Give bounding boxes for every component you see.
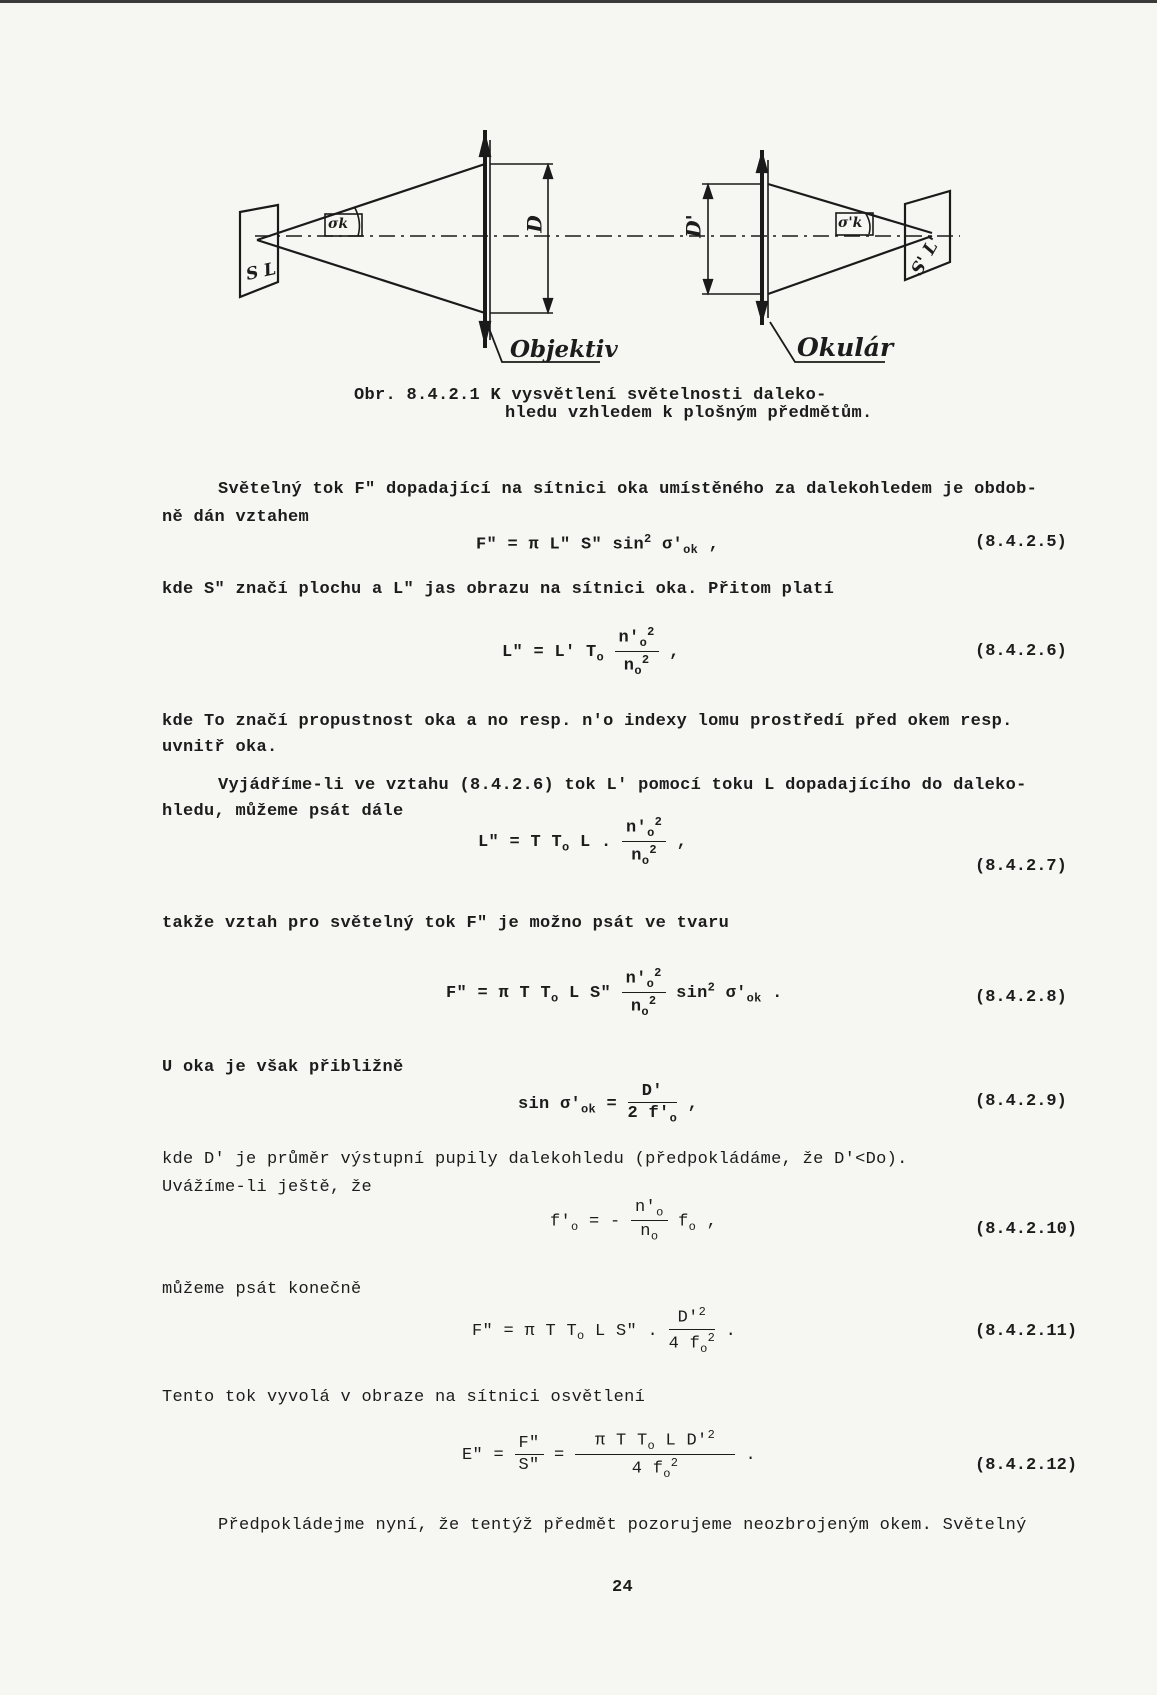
equation-8-4-2-9: $\sin \sigma'_{ok}$ = $\frac{D'}{2 f'_o}$ , [518, 1082, 699, 1126]
eq-number-7: (8.4.2.7) [975, 857, 1067, 876]
equation-8-4-2-8: F" = π T $T_o$ L S" $\frac{n'_o^2}{n_o^2}$ $\sin^2 \sigma'_{ok}$ . [446, 966, 783, 1020]
page-number: 24 [612, 1578, 634, 1597]
label-okular: Okulár [797, 333, 894, 362]
equation-8-4-2-7: L" = T $T_o$ L . $\frac{n'_o^2}{n_o^2}$ , [478, 815, 688, 869]
paragraph-4-line-1: Vyjádříme-li ve vztahu (8.4.2.6) tok L' pomocí toku L dopadajícího do daleko- [218, 776, 1027, 795]
eq-number-10: (8.4.2.10) [975, 1220, 1078, 1239]
equation-8-4-2-6: L" = L' $T_o$ $\frac{n'_o^2}{n_o^2}$ , [502, 625, 680, 679]
paragraph-7-line-1: kde D' je průměr výstupní pupily dalekohledu (předpokládáme, že D'<Do). [162, 1150, 908, 1169]
caption-line-2: hledu vzhledem k plošným předmětům. [505, 404, 873, 423]
equation-8-4-2-5: F" = π L" S" $\sin^2 \sigma'_{ok}$ , [476, 532, 720, 558]
paragraph-5: takže vztah pro světelný tok F" je možno psát ve tvaru [162, 914, 730, 933]
label-objektiv: Objektiv [510, 336, 618, 363]
paragraph-4-line-2: hledu, můžeme psát dále [162, 802, 404, 821]
eq-number-6: (8.4.2.6) [975, 642, 1067, 661]
label-d-prime: D' [681, 214, 706, 238]
eq-number-8: (8.4.2.8) [975, 988, 1067, 1007]
paragraph-10: Předpokládejme nyní, že tentýž předmět pozorujeme neozbrojeným okem. Světelný [218, 1516, 1027, 1535]
paragraph-8: můžeme psát konečně [162, 1280, 362, 1299]
paragraph-1-line-1: Světelný tok F" dopadající na sítnici oka umístěného za dalekohledem je obdob- [218, 480, 1038, 499]
ray-bottom [257, 240, 485, 313]
eq-number-9: (8.4.2.9) [975, 1092, 1067, 1111]
ray-top [257, 164, 485, 240]
eq-number-5: (8.4.2.5) [975, 533, 1067, 552]
object-plane [240, 205, 278, 297]
equation-8-4-2-11: F" = π T $T_o$ L S" . $\frac{D'^2}{4 f_o^2}$ . [472, 1305, 737, 1356]
label-sigma-k-prime: σ'k [838, 215, 863, 231]
paragraph-1-line-2: ně dán vztahem [162, 508, 310, 527]
paragraph-7-line-2: Uvážíme-li ještě, že [162, 1178, 373, 1197]
label-d: D [522, 215, 547, 233]
paragraph-3-line-2: uvnitř oka. [162, 738, 278, 757]
equation-8-4-2-10: $f'_o$ = - $\frac{n'_o}{n_o}$ $f_o$ , [550, 1198, 718, 1244]
equation-8-4-2-12: E" = $\frac{F"}{S"}$ = $\frac{\pi T T_o L D'^2}{4 f_o^2}$ . [462, 1428, 757, 1482]
paragraph-2: kde S" značí plochu a L" jas obrazu na sítnici oka. Přitom platí [162, 580, 835, 599]
paragraph-6: U oka je však přibližně [162, 1058, 404, 1077]
label-sl: S L [244, 259, 278, 285]
ray-image-bottom [768, 236, 932, 294]
eq-number-12: (8.4.2.12) [975, 1456, 1078, 1475]
paragraph-9: Tento tok vyvolá v obraze na sítnici osvětlení [162, 1388, 646, 1407]
eq-number-11: (8.4.2.11) [975, 1322, 1078, 1341]
label-sl-prime: S' L' [907, 233, 946, 279]
paragraph-3-line-1: kde To značí propustnost oka a no resp. n'o indexy lomu prostředí před okem resp. [162, 712, 1013, 731]
caption-line-1: Obr. 8.4.2.1 K vysvětlení světelnosti daleko- [354, 386, 827, 405]
label-sigma-k: σk [328, 216, 349, 232]
